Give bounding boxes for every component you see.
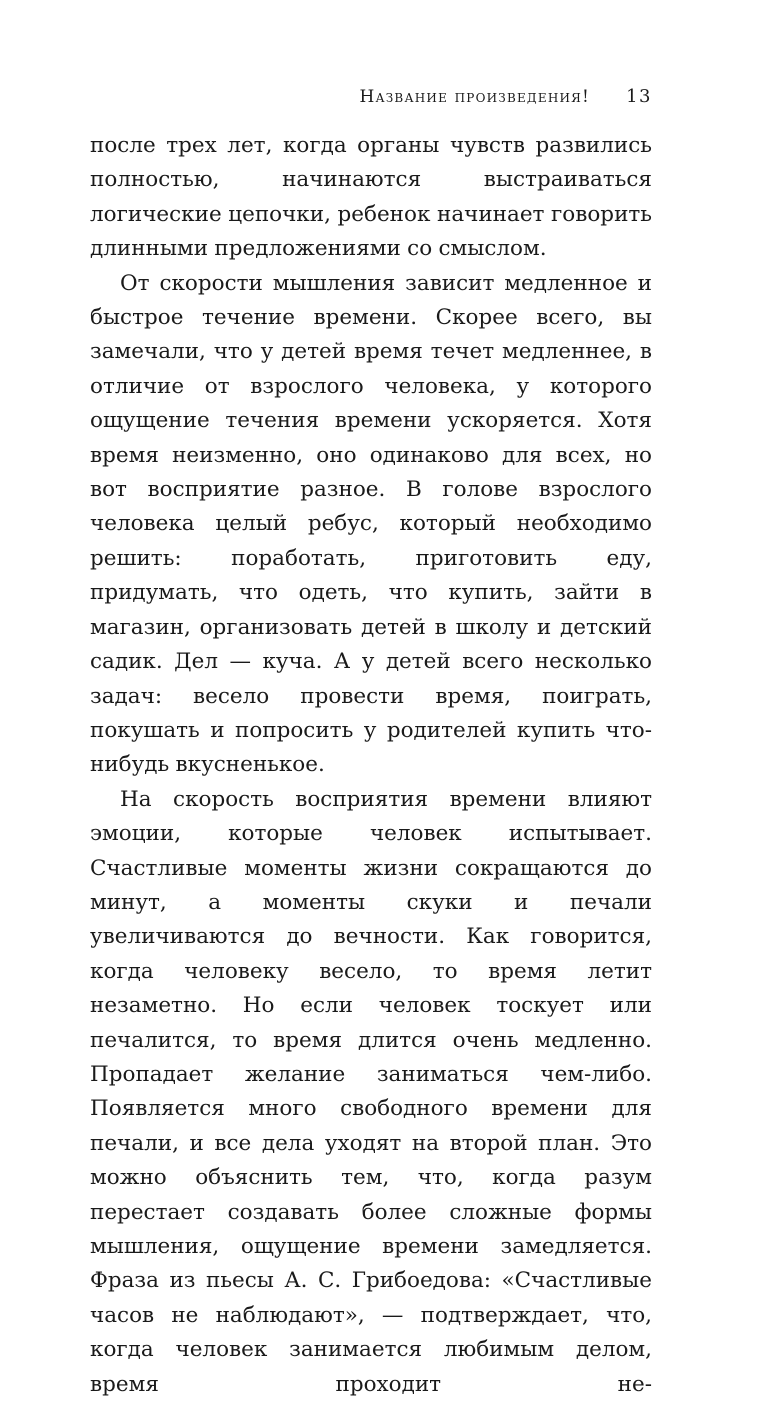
paragraph-1: после трех лет, когда органы чувств развились полностью, начинаются выстраиваться логические цепочки, ребенок начинает говорить длинными предложениями со смыслом. — [90, 133, 652, 262]
paragraph-2: От скорости мышления зависит медленное и быстрое течение времени. Скорее всего, вы замечали, что у детей время течет медленнее, в отличие от взрослого человека, у которого ощущение течения времени ускоряется. Хотя время неизменно, оно одинаково для всех, но вот восприятие разное. В голове взрослого человека целый ребус, который необходимо решить: поработать, приготовить еду, придумать, что одеть, что купить, зайти в магазин, организовать детей в школу и детский садик. Дел — куча. А у детей всего несколько задач: весело провести время, поиграть, покушать и попросить у родителей купить что-нибудь вкусненькое. — [90, 270, 652, 778]
running-title: Название произведения! — [359, 87, 591, 107]
running-head — [90, 86, 652, 107]
body-text — [90, 129, 652, 1402]
page-number: 13 — [626, 86, 652, 107]
paragraph-3: На скорость восприятия времени влияют эмоции, которые человек испытывает. Счастливые моменты жизни сокращаются до минут, а моменты скуки и печали увеличиваются до вечности. Как говорится, когда человеку весело, то время летит незаметно. Но если человек тоскует или печалится, то время длится очень медленно. Пропадает желание заниматься чем-либо. Появляется много свободного времени для печали, и все дела уходят на второй план. Это можно объяснить тем, что, когда разум перестает создавать более сложные формы мышления, ощущение времени замедляется. Фраза из пьесы А. С. Грибоедова: «Счастливые часов не наблюдают», — подтверждает, что, когда человек занимается любимым делом, время проходит не- — [90, 786, 652, 1397]
